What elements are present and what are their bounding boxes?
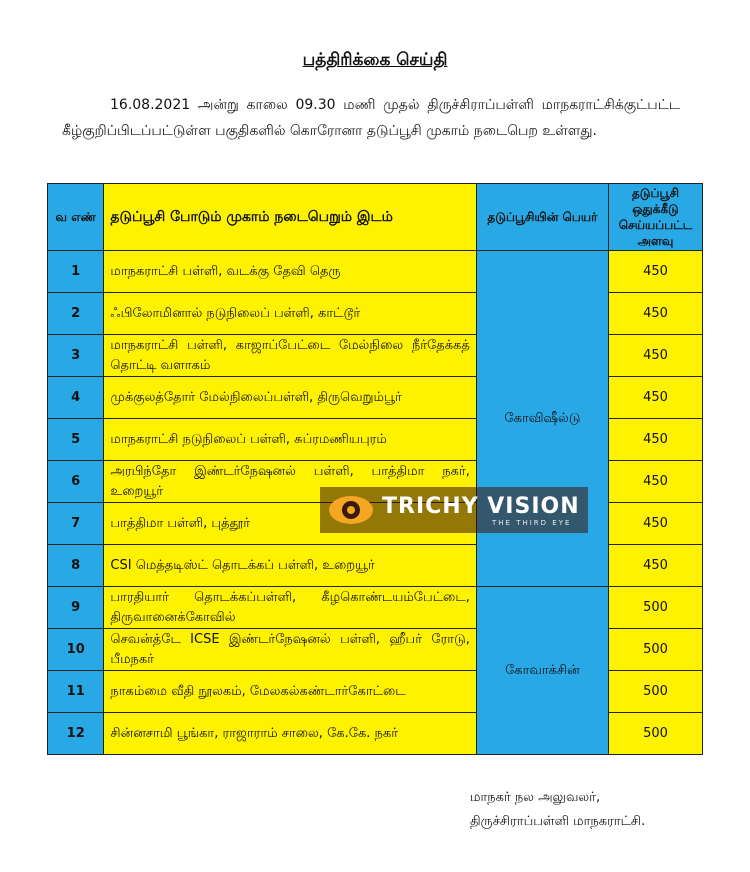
watermark-name: TRICHY VISION	[382, 493, 580, 519]
vaccination-camp-table	[47, 183, 703, 755]
header-vaccine-name: தடுப்பூசியின் பெயர்	[476, 184, 608, 251]
vaccine-covaxin: கோவாக்சின்	[476, 587, 608, 755]
row-no: 4	[48, 377, 104, 419]
row-qty: 450	[608, 251, 702, 293]
row-place: மாநகராட்சி பள்ளி, வடக்கு தேவி தெரு	[104, 251, 476, 293]
intro-paragraph	[62, 92, 680, 144]
signature-office: திருச்சிராப்பள்ளி மாநகராட்சி.	[470, 814, 646, 829]
row-qty: 450	[608, 419, 702, 461]
row-qty: 500	[608, 587, 702, 629]
table-row	[48, 587, 703, 629]
row-place: செவன்த்டே ICSE இண்டர்நேஷனல் பள்ளி, ஹீபர் ரோடு, பீமநகர்	[104, 629, 476, 671]
row-place: ஃபிலோமினால் நடுநிலைப் பள்ளி, காட்டூர்	[104, 293, 476, 335]
row-place: CSI மெத்தடிஸ்ட் தொடக்கப் பள்ளி, உறையூர்	[104, 545, 476, 587]
signature-block	[470, 786, 645, 834]
table-header-row	[48, 184, 703, 251]
table-row	[48, 251, 703, 293]
signature-designation: மாநகர் நல அலுவலர்,	[470, 790, 601, 805]
row-no: 5	[48, 419, 104, 461]
row-qty: 450	[608, 503, 702, 545]
row-no: 12	[48, 713, 104, 755]
row-no: 3	[48, 335, 104, 377]
row-qty: 450	[608, 461, 702, 503]
row-place: சின்னசாமி பூங்கா, ராஜாராம் சாலை, கே.கே. நகர்	[104, 713, 476, 755]
row-place: பாத்திமா பள்ளி, புத்தூர்	[104, 503, 476, 545]
row-qty: 450	[608, 545, 702, 587]
row-no: 7	[48, 503, 104, 545]
row-qty: 500	[608, 713, 702, 755]
row-place: பாரதியார் தொடக்கப்பள்ளி, கீழகொண்டயம்பேட்டை, திருவானைக்கோவில்	[104, 587, 476, 629]
row-no: 9	[48, 587, 104, 629]
header-allocated-quantity: தடுப்பூசி ஒதுக்கீடு செய்யப்பட்ட அளவு	[608, 184, 702, 251]
watermark-tagline: THE THIRD EYE	[492, 518, 572, 527]
eye-logo-icon	[320, 487, 382, 533]
row-place: மாநகராட்சி பள்ளி, காஜாப்பேட்டை மேல்நிலை நீர்தேக்கத் தொட்டி வளாகம்	[104, 335, 476, 377]
row-qty: 450	[608, 377, 702, 419]
row-no: 2	[48, 293, 104, 335]
header-serial-no: வ எண்	[48, 184, 104, 251]
row-qty: 450	[608, 293, 702, 335]
row-qty: 450	[608, 335, 702, 377]
row-no: 8	[48, 545, 104, 587]
intro-text: 16.08.2021 அன்று காலை 09.30 மணி முதல் திருச்சிராப்பள்ளி மாநகராட்சிக்குட்பட்ட கீழ்குறிப்பிடப்பட்டுள்ள பகுதிகளில் கொரோனா தடுப்பூசி முகாம் நடைபெற உள்ளது.	[62, 97, 680, 139]
row-qty: 500	[608, 671, 702, 713]
trichy-vision-watermark	[320, 487, 588, 533]
row-qty: 500	[608, 629, 702, 671]
press-release-title: பத்திரிக்கை செய்தி	[302, 50, 448, 70]
row-place: முக்குலத்தோர் மேல்நிலைப்பள்ளி, திருவெறும்பூர்	[104, 377, 476, 419]
row-no: 11	[48, 671, 104, 713]
row-place: நாகம்மை வீதி நூலகம், மேலகல்கண்டார்கோட்டை	[104, 671, 476, 713]
row-no: 6	[48, 461, 104, 503]
row-no: 1	[48, 251, 104, 293]
row-place: மாநகராட்சி நடுநிலைப் பள்ளி, சுப்ரமணியபுரம்	[104, 419, 476, 461]
vaccine-covishield: கோவிஷீல்டு	[476, 251, 608, 587]
row-place: அரபிந்தோ இண்டர்நேஷனல் பள்ளி, பாத்திமா நகர், உறையூர்	[104, 461, 476, 503]
row-no: 10	[48, 629, 104, 671]
header-camp-place: தடுப்பூசி போடும் முகாம் நடைபெறும் இடம்	[104, 184, 476, 251]
